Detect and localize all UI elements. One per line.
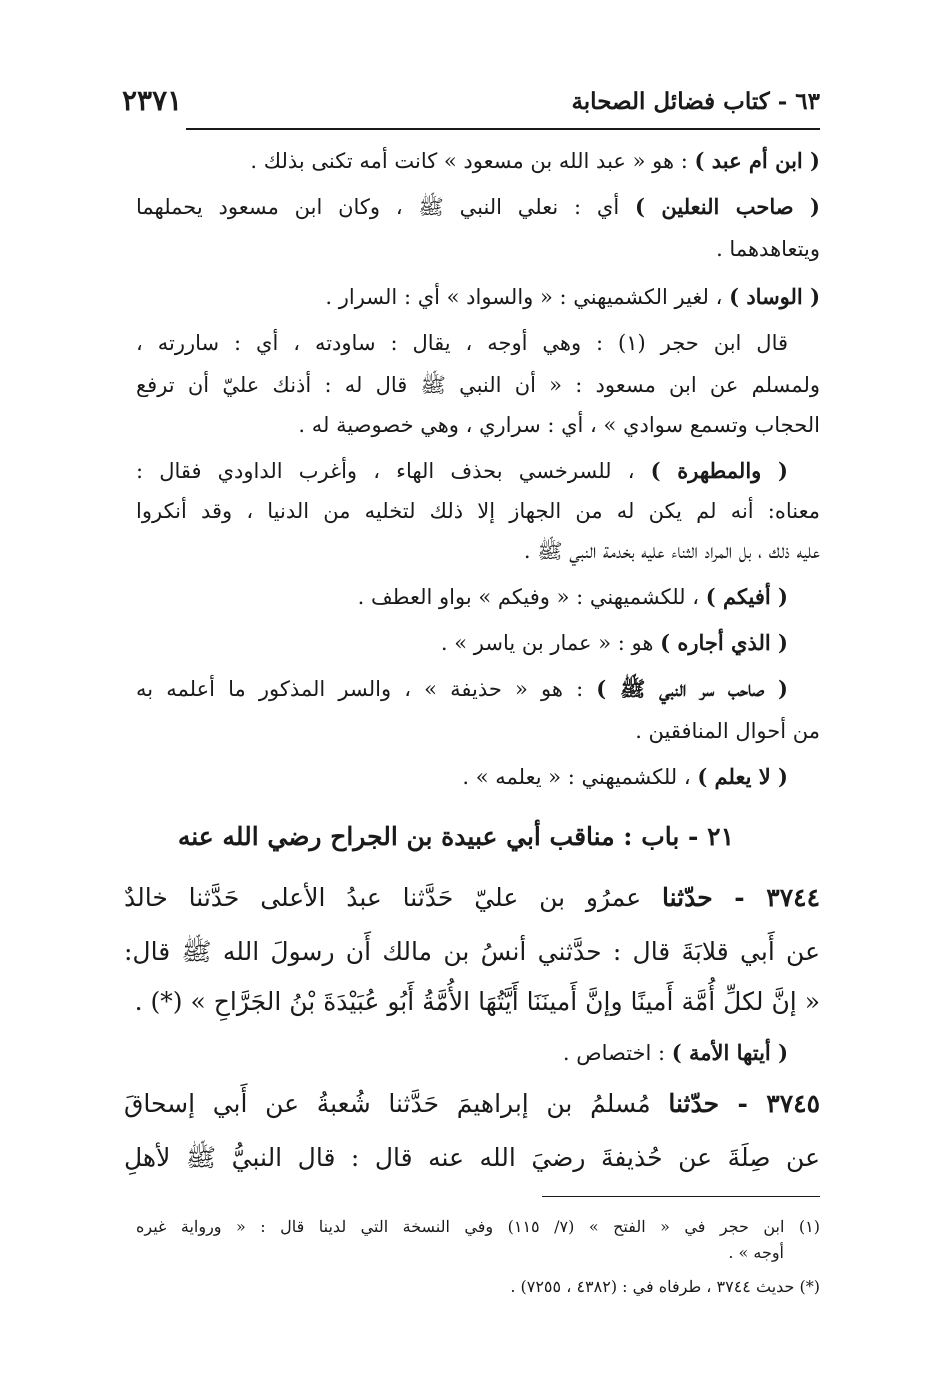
- commentary-line: [524, 538, 820, 564]
- commentary-line: [136, 330, 820, 356]
- commentary-line: [250, 148, 820, 174]
- hadith-text: « إنَّ لكلِّ أُمَّة أَمينًا وإنَّ أَمينَنَا أَيَّتُهَا الأُمَّةُ أَبُو عُبَيْدَةَ بْنُ الجَرَّاحِ » (*) .: [134, 987, 820, 1016]
- page-number: ٢٣٧١: [122, 84, 183, 117]
- hadith-note-text: : اختصاص .: [562, 1041, 672, 1065]
- commentary-term: ( الوساد ): [729, 284, 820, 309]
- commentary-term: ( الذي أجاره ): [660, 630, 788, 655]
- commentary-text: أي : نعلي النبي ﷺ ، وكان ابن مسعود يحملهما: [136, 195, 635, 219]
- commentary-term: ( ابن أم عبد ): [694, 148, 820, 173]
- hadith-line: [135, 984, 820, 1020]
- commentary-line: [298, 412, 820, 438]
- commentary-text: ، لغير الكشميهني : « والسواد » أي : السرار .: [325, 285, 730, 309]
- commentary-text: : هو « عبد الله بن مسعود » كانت أمه تكنى بذلك .: [250, 149, 695, 173]
- commentary-text: معناه: أنه لم يكن له من الجهاز إلا ذلك لتخليه من الدنيا ، وقد أنكروا: [136, 499, 820, 523]
- hadith-text: عن صِلَةَ عن حُذيفةَ رضيَ الله عنه قال : قال النبيُّ ﷺ لأهلِ: [124, 1143, 820, 1172]
- commentary-term: ( أفيكم ): [705, 584, 788, 609]
- commentary-text: الحجاب وتسمع سوادي » ، أي : سراري ، وهي خصوصية له .: [298, 413, 820, 437]
- hadith-text: عن أَبي قلابَةَ قال : حدَّثني أنسُ بن مالك أَن رسولَ الله ﷺ قال:: [124, 937, 820, 966]
- hadith-number: ٣٧٤٥ - حدّثنا: [668, 1089, 820, 1118]
- chapter-heading: ٢١ - باب : مناقب أبي عبيدة بن الجراح رضي الله عنه: [177, 822, 734, 851]
- commentary-text: عليه ذلك ، بل المراد الثناء عليه بخدمة النبي ﷺ .: [523, 539, 820, 563]
- commentary-text: ، للسرخسي بحذف الهاء ، وأغرب الداودي فقال :: [136, 459, 651, 483]
- commentary-line: [716, 236, 820, 262]
- commentary-text: ، للكشميهني : « وفيكم » بواو العطف .: [357, 585, 706, 609]
- hadith-line: [124, 1140, 820, 1176]
- commentary-line: [635, 718, 820, 744]
- commentary-line: [325, 284, 820, 310]
- commentary-text: : هو « حذيفة » ، والسر المذكور ما أعلمه به: [136, 677, 597, 701]
- commentary-text: قال ابن حجر (١) : وهي أوجه ، يقال : ساودته ، أي : ساررته ،: [136, 331, 789, 355]
- hadith-line: [124, 934, 820, 970]
- commentary-text: ، للكشميهني : « يعلمه » .: [462, 765, 698, 789]
- commentary-term: ( صاحب سر النبي ﷺ ): [596, 676, 788, 701]
- commentary-line: [136, 194, 820, 220]
- commentary-text: ولمسلم عن ابن مسعود : « أن النبي ﷺ قال له : أذنك عليّ أن ترفع: [136, 373, 820, 397]
- commentary-line: [441, 630, 788, 656]
- running-header-chapter: ٦٣ - كتاب فضائل الصحابة: [571, 88, 820, 115]
- footnote-rule: [542, 1196, 820, 1197]
- commentary-line: [136, 372, 820, 398]
- commentary-line: [136, 458, 820, 484]
- hadith-number: ٣٧٤٤ - حدّثنا: [662, 883, 821, 912]
- footnote-line: (١) ابن حجر في « الفتح » (٧/ ١١٥) وفي النسخة التي لدينا قال : « ورواية غيره: [136, 1217, 821, 1236]
- footnote-line: أوجه » .: [728, 1243, 784, 1262]
- commentary-line: [136, 498, 820, 524]
- commentary-term: ( لا يعلم ): [697, 764, 788, 789]
- hadith-line: [124, 1086, 820, 1122]
- hadith-text: عمرُو بن عليّ حَدَّثنا عبدُ الأعلى حَدَّثنا خالدٌ: [124, 883, 663, 912]
- header-rule: [186, 128, 820, 130]
- footnote-line: (*) حديث ٣٧٤٤ ، طرفاه في : (٤٣٨٢ ، ٧٢٥٥) .: [510, 1277, 820, 1296]
- hadith-note: [563, 1040, 820, 1066]
- commentary-text: من أحوال المنافقين .: [635, 719, 820, 743]
- hadith-line: [124, 880, 820, 916]
- hadith-text: مُسلمُ بن إبراهيمَ حَدَّثنا شُعبةُ عن أَبي إسحاقَ: [124, 1089, 669, 1118]
- commentary-term: ( والمطهرة ): [650, 458, 788, 483]
- commentary-text: هو : « عمار بن ياسر » .: [440, 631, 661, 655]
- hadith-note-term: ( أيتها الأمة ): [671, 1040, 788, 1065]
- commentary-line: [462, 764, 788, 790]
- commentary-line: [358, 584, 788, 610]
- commentary-term: ( صاحب النعلين ): [635, 194, 820, 219]
- commentary-line: [136, 676, 820, 702]
- commentary-text: ويتعاهدهما .: [716, 237, 820, 261]
